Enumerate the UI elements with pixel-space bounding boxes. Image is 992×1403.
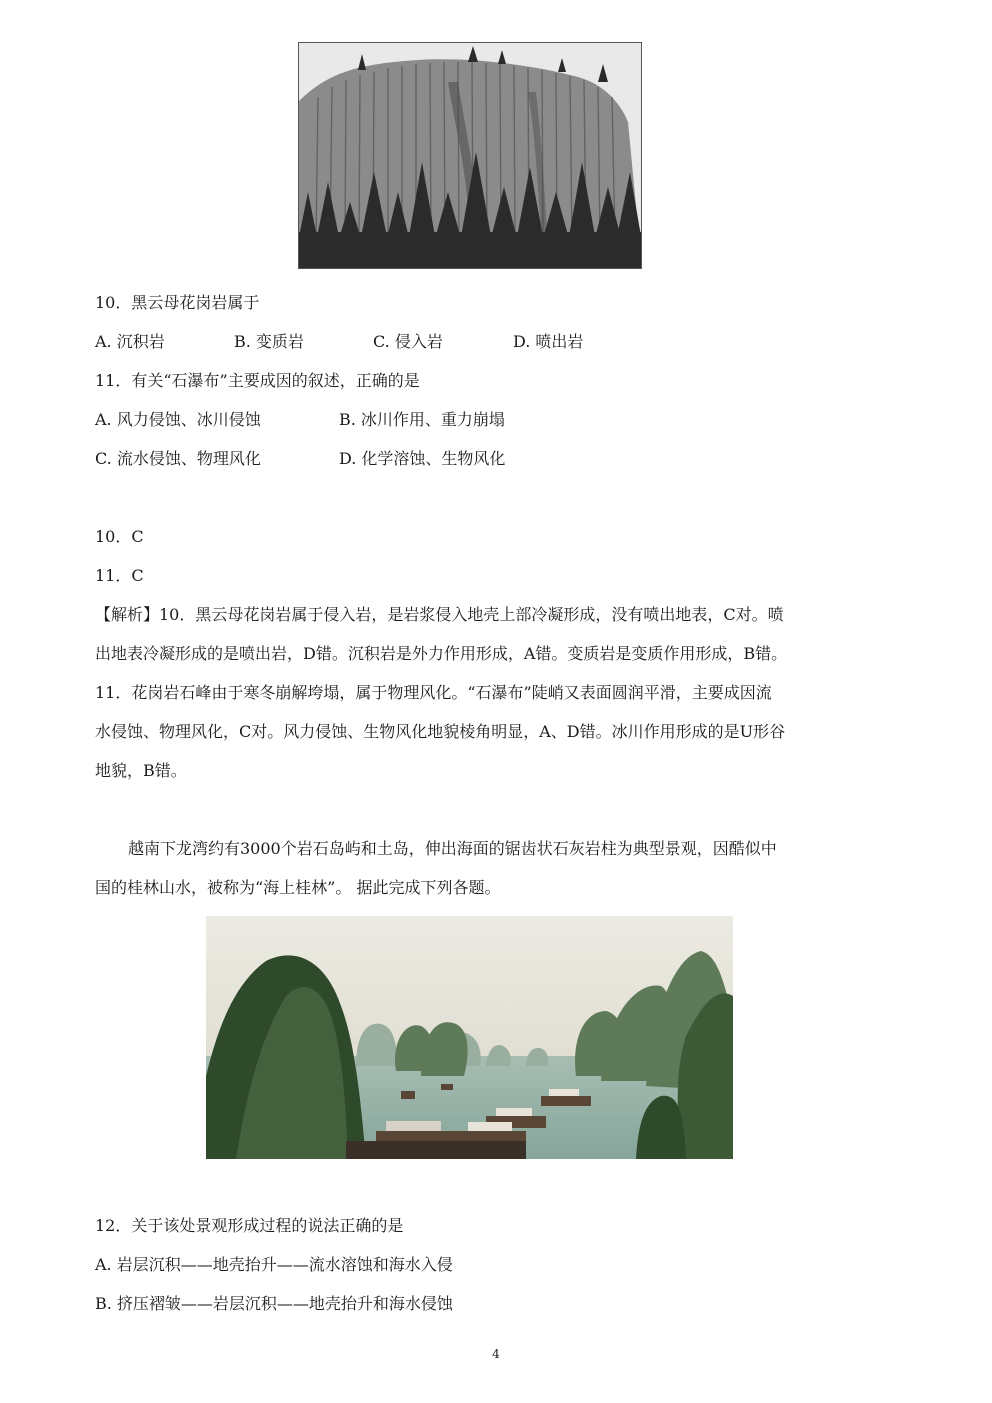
question-10-option-d: D. 喷出岩 <box>513 332 584 351</box>
question-11-option-b: B. 冰川作用、重力崩塌 <box>339 410 505 429</box>
answer-10: 10．C <box>95 527 144 546</box>
passage-line: 越南下龙湾约有3000个岩石岛屿和土岛，伸出海面的锯齿状石灰岩柱为典型景观，因酷似中 <box>128 839 777 858</box>
question-10-option-a: A. 沉积岩 <box>95 332 165 351</box>
question-10-option-c: C. 侵入岩 <box>373 332 443 351</box>
question-11-stem: 11．有关“石瀑布”主要成因的叙述，正确的是 <box>95 371 420 390</box>
analysis-line: 11．花岗岩石峰由于寒冬崩解垮塌，属于物理风化。“石瀑布”陡峭又表面圆润平滑，主要成因流 <box>95 683 772 702</box>
analysis-line: 出地表冷凝形成的是喷出岩，D错。沉积岩是外力作用形成，A错。变质岩是变质作用形成，B错。 <box>95 644 788 663</box>
halong-bay-figure <box>206 916 733 1159</box>
basalt-cliff-figure <box>298 42 642 269</box>
question-10-stem: 10．黑云母花岗岩属于 <box>95 293 260 312</box>
question-10-option-b: B. 变质岩 <box>234 332 304 351</box>
question-11-option-c: C. 流水侵蚀、物理风化 <box>95 449 261 468</box>
question-11-option-d: D. 化学溶蚀、生物风化 <box>339 449 506 468</box>
question-12-option-a: A. 岩层沉积——地壳抬升——流水溶蚀和海水入侵 <box>95 1255 453 1274</box>
analysis-line: 水侵蚀、物理风化，C对。风力侵蚀、生物风化地貌棱角明显，A、D错。冰川作用形成的是U形谷 <box>95 722 786 741</box>
halong-bay-image <box>206 916 733 1159</box>
analysis-line: 地貌，B错。 <box>95 761 187 780</box>
answer-11: 11．C <box>95 566 144 585</box>
question-12-stem: 12．关于该处景观形成过程的说法正确的是 <box>95 1216 404 1235</box>
basalt-cliff-image <box>298 42 642 269</box>
analysis-line: 【解析】10．黑云母花岗岩属于侵入岩，是岩浆侵入地壳上部冷凝形成，没有喷出地表，C对。喷 <box>95 605 784 624</box>
question-12-option-b: B. 挤压褶皱——岩层沉积——地壳抬升和海水侵蚀 <box>95 1294 453 1313</box>
passage-line: 国的桂林山水，被称为“海上桂林”。 据此完成下列各题。 <box>95 878 501 897</box>
page-number: 4 <box>492 1347 500 1361</box>
question-11-option-a: A. 风力侵蚀、冰川侵蚀 <box>95 410 261 429</box>
